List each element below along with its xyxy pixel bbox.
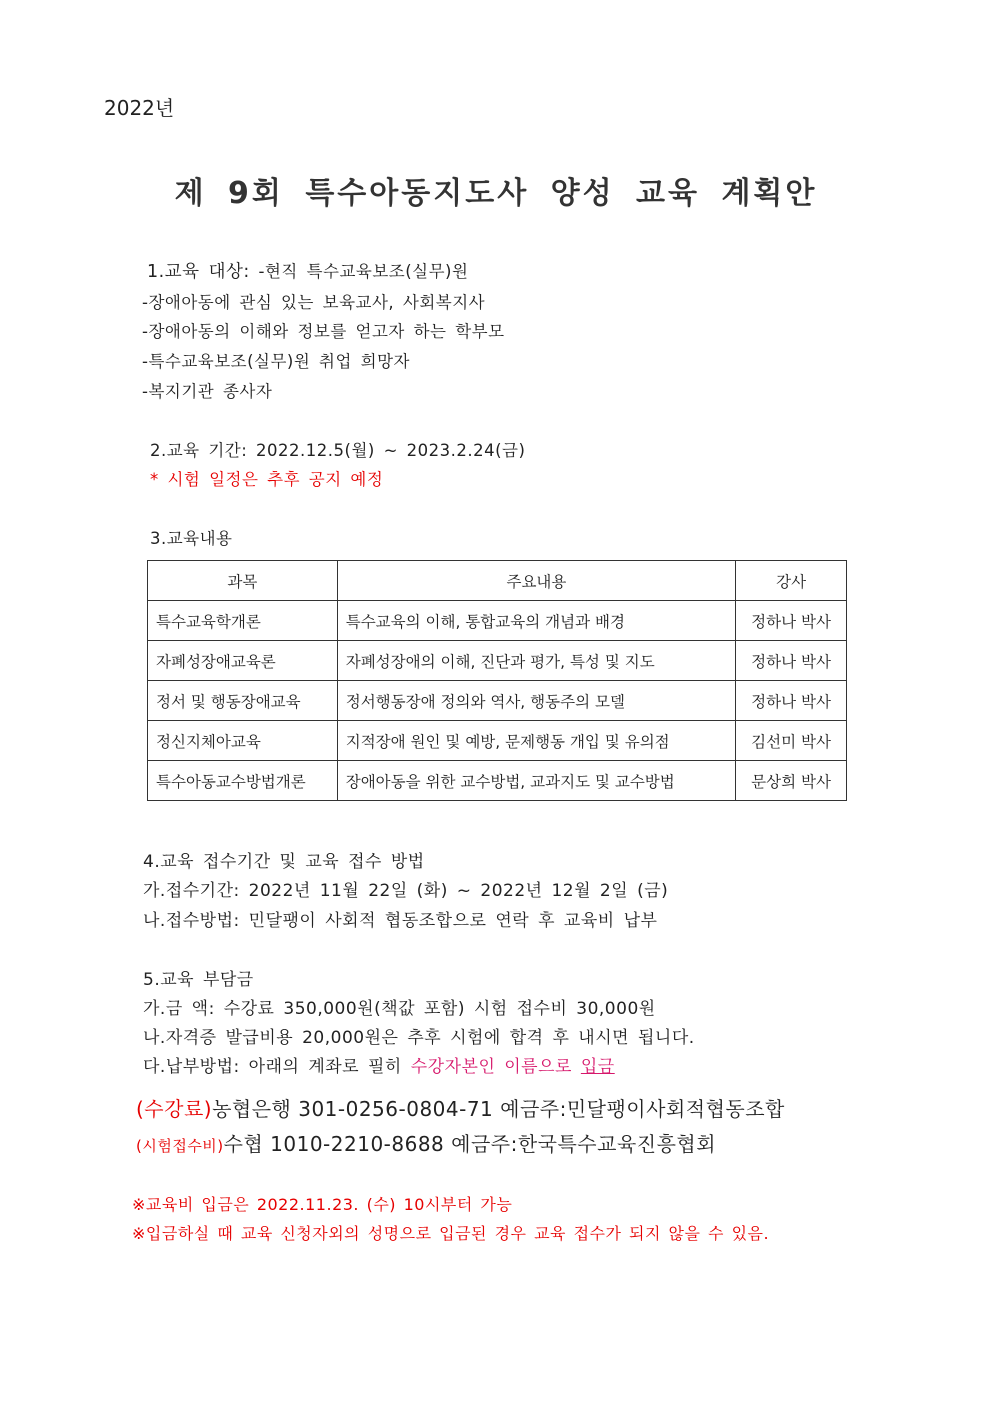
payment-method [143,1052,615,1077]
registration-method: 나.접수방법: 민달팽이 사회적 협동조합으로 연락 후 교육비 납부 [143,911,658,931]
section3-heading: 3.교육내용 [150,529,233,548]
certificate-fee: 나.자격증 발급비용 20,000원은 추후 시험에 합격 후 내시면 됩니다. [143,1028,695,1048]
column-header-lecturer: 강사 [736,561,847,601]
cell-content: 장애아동을 위한 교수방법, 교과지도 및 교수방법 [337,761,735,801]
cell-subject: 정신지체아교육 [148,721,338,761]
section1-first-item: -현직 특수교육보조(실무)원 [258,262,469,281]
education-period: 2.교육 기간: 2022.12.5(월) ~ 2023.2.24(금) [150,441,526,460]
curriculum-table [147,560,847,801]
tuition-account [136,1093,785,1122]
column-header-subject: 과목 [148,561,338,601]
cell-lecturer: 정하나 박사 [736,641,847,681]
target-item: -장애아동의 이해와 정보를 얻고자 하는 학부모 [142,322,505,341]
exam-fee-account-detail: 수협 1010-2210-8688 예금주:한국특수교육진흥협회 [223,1132,717,1156]
cell-subject: 특수교육학개론 [148,601,338,641]
table-row [148,721,847,761]
cell-subject: 자폐성장애교육론 [148,641,338,681]
cell-content: 지적장애 원인 및 예방, 문제행동 개입 및 유의점 [337,721,735,761]
target-item: -특수교육보조(실무)원 취업 희망자 [142,352,410,371]
exam-fee-account-label: (시험접수비) [136,1137,224,1155]
section4-heading: 4.교육 접수기간 및 교육 접수 방법 [143,852,425,872]
cell-content: 정서행동장애 정의와 역사, 행동주의 모델 [337,681,735,721]
cell-lecturer: 김선미 박사 [736,721,847,761]
target-item: -복지기관 종사자 [142,382,273,401]
tuition-account-label: (수강료) [136,1097,213,1121]
exam-schedule-notice: * 시험 일정은 추후 공지 예정 [150,470,384,489]
tuition-account-detail: 농협은행 301-0256-0804-71 예금주:민달팽이사회적협동조합 [212,1097,785,1121]
payment-deposit-word: 입금 [580,1057,615,1077]
table-row [148,761,847,801]
payment-name-requirement: 수강자본인 이름으로 [410,1057,572,1077]
cell-content: 특수교육의 이해, 통합교육의 개념과 배경 [337,601,735,641]
table-header-row [148,561,847,601]
cell-subject: 특수아동교수방법개론 [148,761,338,801]
section5-heading: 5.교육 부담금 [143,970,254,990]
registration-period: 가.접수기간: 2022년 11월 22일 (화) ~ 2022년 12월 2일 (금) [143,881,669,901]
table-row [148,641,847,681]
cell-subject: 정서 및 행동장애교육 [148,681,338,721]
document-year: 2022년 [104,96,175,120]
column-header-content: 주요내용 [337,561,735,601]
deposit-name-warning: ※입금하실 때 교육 신청자외의 성명으로 입금된 경우 교육 접수가 되지 않을 수 있음. [132,1224,770,1243]
document-title: 제 9회 특수아동지도사 양성 교육 계획안 [174,176,818,211]
cell-lecturer: 정하나 박사 [736,681,847,721]
target-item: -장애아동에 관심 있는 보육교사, 사회복지사 [142,293,486,312]
fee-amount: 가.금 액: 수강료 350,000원(책값 포함) 시험 접수비 30,000원 [143,999,656,1019]
cell-lecturer: 정하나 박사 [736,601,847,641]
table-row [148,601,847,641]
exam-fee-account [136,1128,716,1157]
section1-heading-row [147,258,468,283]
cell-content: 자폐성장애의 이해, 진단과 평가, 특성 및 지도 [337,641,735,681]
section1-heading: 1.교육 대상: [147,262,250,282]
cell-lecturer: 문상희 박사 [736,761,847,801]
payment-method-prefix: 다.납부방법: 아래의 계좌로 필히 [143,1057,402,1077]
table-row [148,681,847,721]
deposit-start-note: ※교육비 입금은 2022.11.23. (수) 10시부터 가능 [132,1195,513,1214]
